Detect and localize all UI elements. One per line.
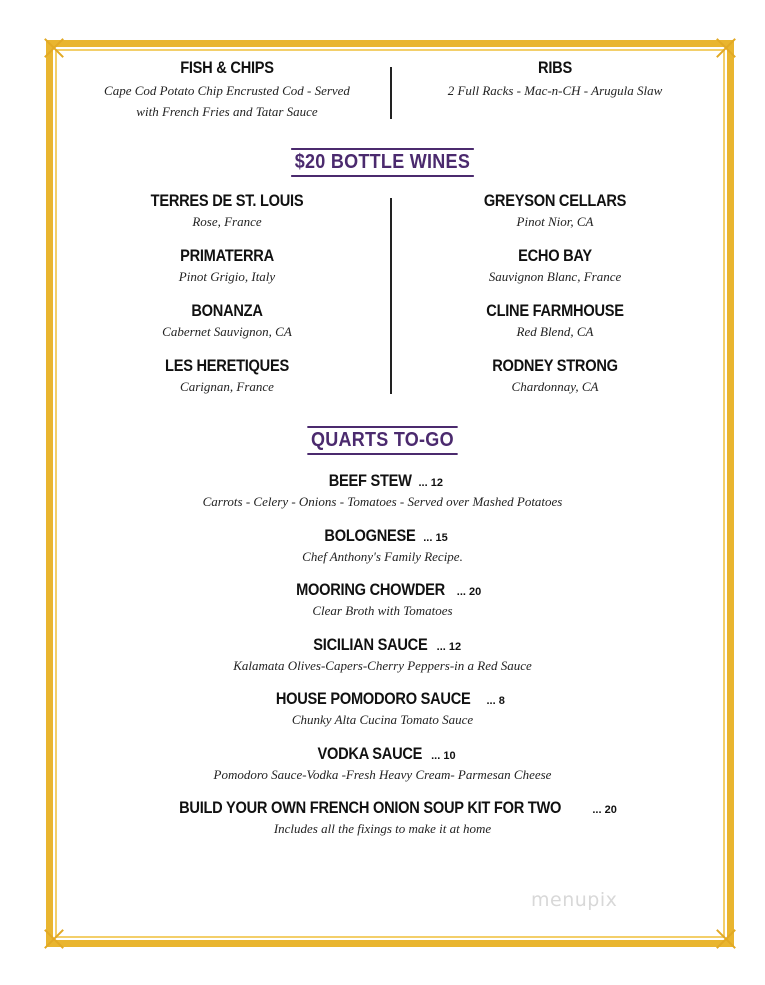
quart-price: ... 12 bbox=[418, 477, 443, 489]
quart-item bbox=[0, 744, 765, 785]
quart-item bbox=[0, 798, 765, 839]
menu-item-ribs bbox=[405, 58, 705, 101]
corner-ornament bbox=[42, 36, 66, 60]
wine-column-right bbox=[405, 191, 705, 411]
wine-name: ECHO BAY bbox=[518, 246, 592, 265]
wine-name: BONANZA bbox=[191, 301, 263, 320]
quart-price: ... 20 bbox=[592, 804, 617, 816]
corner-ornament bbox=[42, 927, 66, 951]
quart-price: ... 20 bbox=[456, 586, 482, 598]
corner-ornament bbox=[714, 36, 738, 60]
quart-item bbox=[0, 526, 765, 567]
wine-item bbox=[77, 301, 377, 356]
quart-item bbox=[0, 635, 765, 676]
quart-desc: Clear Broth with Tomatoes bbox=[312, 603, 453, 618]
quart-desc: Kalamata Olives-Capers-Cherry Peppers-in a Red Sauce bbox=[233, 658, 532, 673]
quart-price: ... 15 bbox=[423, 532, 448, 544]
quart-item bbox=[0, 689, 765, 730]
quart-item bbox=[0, 580, 765, 621]
wine-item bbox=[405, 191, 705, 246]
wine-item bbox=[77, 191, 377, 246]
quart-name: HOUSE POMODORO SAUCE bbox=[275, 689, 471, 708]
wine-name: CLINE FARMHOUSE bbox=[486, 301, 624, 320]
menu-item-fish-chips bbox=[77, 58, 377, 122]
quart-desc: Chef Anthony's Family Recipe. bbox=[302, 549, 463, 564]
wine-item bbox=[405, 356, 705, 411]
wine-name: PRIMATERRA bbox=[180, 246, 274, 265]
wine-name: TERRES DE ST. LOUIS bbox=[150, 191, 304, 210]
quart-price: ... 10 bbox=[431, 750, 456, 762]
quart-price: ... 8 bbox=[486, 695, 505, 707]
wine-desc: Pinot Nior, CA bbox=[516, 214, 594, 229]
item-desc: with French Fries and Tatar Sauce bbox=[136, 104, 318, 119]
item-desc: 2 Full Racks - Mac-n-CH - Arugula Slaw bbox=[447, 83, 663, 98]
corner-ornament bbox=[714, 927, 738, 951]
wine-desc: Chardonnay, CA bbox=[511, 379, 599, 394]
quart-name: BUILD YOUR OWN FRENCH ONION SOUP KIT FOR TWO bbox=[179, 798, 562, 817]
wine-item bbox=[77, 356, 377, 411]
quart-desc: Carrots - Celery - Onions - Tomatoes - Served over Mashed Potatoes bbox=[202, 494, 563, 509]
column-divider bbox=[390, 198, 392, 394]
wine-item bbox=[77, 246, 377, 301]
quart-name: MOORING CHOWDER bbox=[295, 580, 445, 599]
quart-name: BOLOGNESE bbox=[324, 526, 416, 545]
wine-desc: Cabernet Sauvignon, CA bbox=[162, 324, 292, 339]
quart-name: VODKA SAUCE bbox=[317, 744, 423, 763]
wine-name: RODNEY STRONG bbox=[492, 356, 618, 375]
wine-name: GREYSON CELLARS bbox=[483, 191, 627, 210]
wine-item bbox=[405, 301, 705, 356]
column-divider bbox=[390, 67, 392, 119]
wine-desc: Rose, France bbox=[192, 214, 262, 229]
quart-desc: Includes all the fixings to make it at home bbox=[273, 821, 492, 836]
quart-desc: Chunky Alta Cucina Tomato Sauce bbox=[291, 712, 474, 727]
wine-desc: Carignan, France bbox=[180, 379, 274, 394]
section-heading-quarts: QUARTS TO-GO bbox=[307, 426, 457, 455]
quarts-heading-wrap bbox=[0, 426, 765, 455]
item-desc: Cape Cod Potato Chip Encrusted Cod - Served bbox=[104, 83, 350, 98]
wine-column-left bbox=[77, 191, 377, 411]
quart-desc: Pomodoro Sauce-Vodka -Fresh Heavy Cream- Parmesan Cheese bbox=[213, 767, 552, 782]
quart-item bbox=[0, 471, 765, 512]
watermark-logo: menupix bbox=[531, 889, 618, 911]
wine-desc: Sauvignon Blanc, France bbox=[488, 269, 622, 284]
wine-item bbox=[405, 246, 705, 301]
section-heading-wines: $20 BOTTLE WINES bbox=[291, 148, 474, 177]
quart-name: SICILIAN SAUCE bbox=[313, 635, 428, 654]
quart-price: ... 12 bbox=[436, 641, 462, 653]
quart-name: BEEF STEW bbox=[328, 471, 412, 490]
item-title: FISH & CHIPS bbox=[180, 58, 274, 77]
wine-desc: Pinot Grigio, Italy bbox=[178, 269, 276, 284]
wines-heading-wrap bbox=[0, 148, 765, 177]
wine-desc: Red Blend, CA bbox=[516, 324, 594, 339]
wine-name: LES HERETIQUES bbox=[165, 356, 289, 375]
item-title: RIBS bbox=[538, 58, 572, 77]
